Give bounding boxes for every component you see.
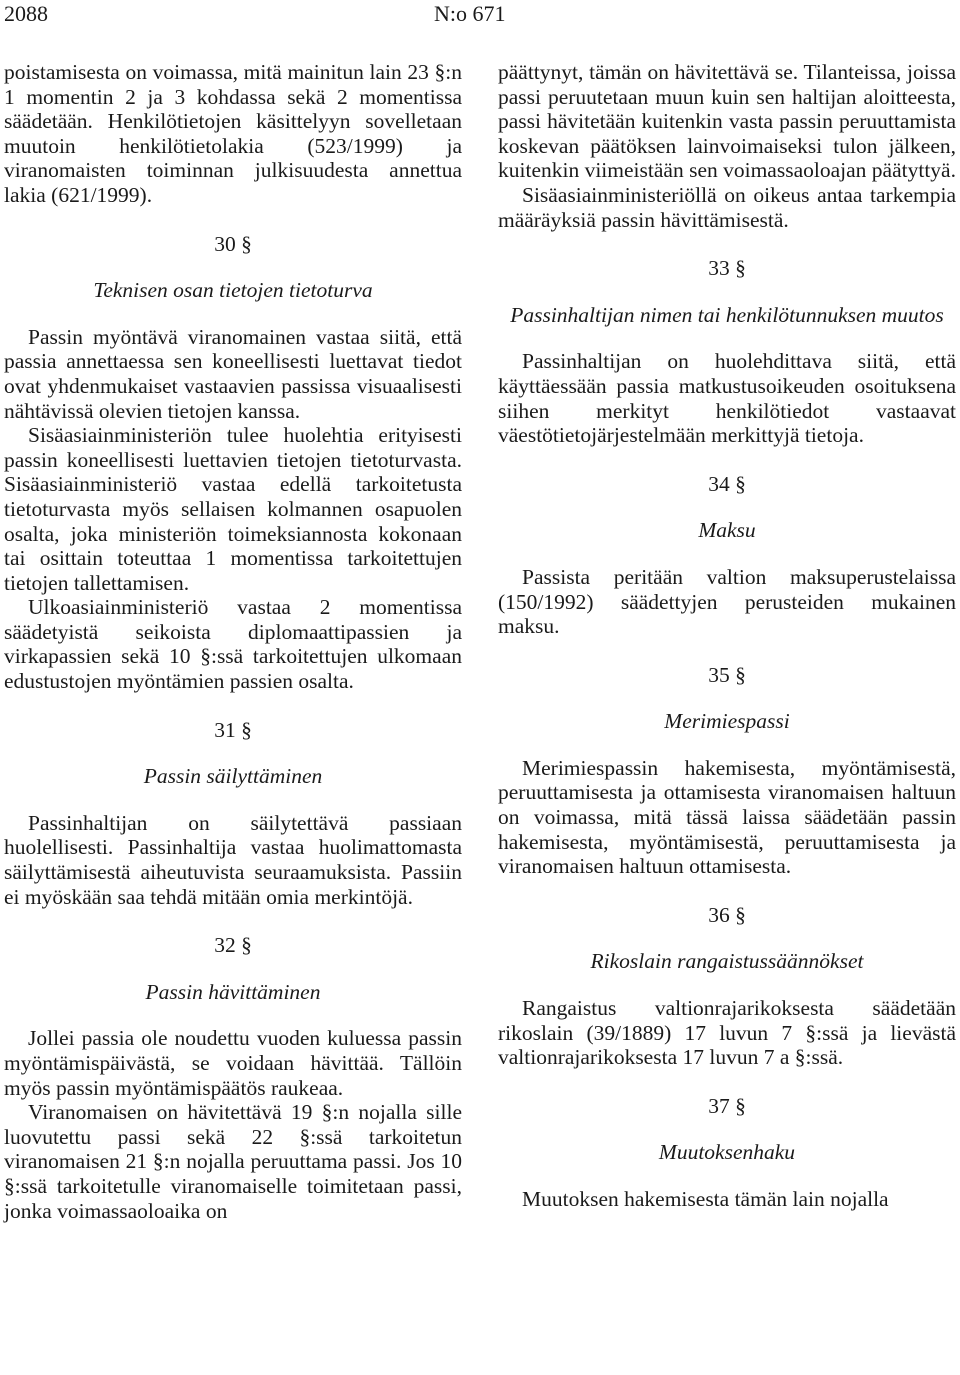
- section-35-number: 35 §: [708, 662, 746, 687]
- section-34-number: 34 §: [708, 471, 746, 496]
- section-36-title: Rikoslain rangaistussäännökset: [590, 949, 864, 974]
- section-31-title: Passin säilyttäminen: [143, 764, 323, 789]
- section-30-number: 30 §: [214, 231, 252, 256]
- continued-paragraph-2: Sisäasiainministeriöllä on oikeus antaa tarkempia määräyksiä passin hävittämisestä.: [498, 182, 956, 232]
- section-33-paragraph-1: Passinhaltijan on huolehdittava siitä, että käyttäessään passia matkustusoikeuden osoituksena siihen merkityt henkilötiedot vastaavat väestötietojärjestelmään merkittyjä tietoja.: [498, 349, 956, 448]
- right-column: [498, 60, 956, 1212]
- section-35-paragraph-1: Merimiespassin hakemisesta, myöntämisestä, peruuttamisesta ja ottamisesta viranomaisen haltuun on voimassa, mitä tässä laissa säädetään passin hakemisesta, myöntämisestä, peruuttamisesta ja viranomaisen haltuun ottamisesta.: [498, 755, 956, 879]
- issue-number: N:o 671: [434, 1, 506, 26]
- intro-paragraph: poistamisesta on voimassa, mitä mainitun lain 23 §:n 1 momentin 2 ja 3 kohdassa sekä 2 momentissa säädetään. Henkilötietojen käsittelyyn sovelletaan muutoin henkilötietolakia (523/1999) ja viranomaisten toiminnan julkisuudesta annettua lakia (621/1999).: [4, 60, 462, 207]
- section-30-paragraph-3: Ulkoasiainministeriö vastaa 2 momentissa säädetyistä seikoista diplomaattipassien ja virkapassien sekä 10 §:ssä tarkoitettujen ulkomaan edustustojen myöntämien passien osalta.: [4, 595, 462, 694]
- section-37-title: Muutoksenhaku: [658, 1140, 796, 1165]
- section-33-title: Passinhaltijan nimen tai henkilötunnuksen muutos: [510, 302, 944, 327]
- section-30-paragraph-1: Passin myöntävä viranomainen vastaa siitä, että passia annettaessa sen koneellisesti luettavat tiedot ovat yhdenmukaiset vastaavien passissa visuaalisesti nähtävissä olevien tietojen kanssa.: [4, 324, 462, 423]
- section-37-number: 37 §: [708, 1093, 746, 1118]
- continued-paragraph: päättynyt, tämän on hävitettävä se. Tilanteissa, joissa passi peruutetaan muun kuin sen haltijan aloitteesta, passi hävitetään kuitenkin vasta passin peruuttamista koskevan päätöksen lainvoimaiseksi tulon jälkeen, kuitenkin viimeistään sen voimassaoloajan päätyttyä.: [498, 60, 956, 183]
- page-number: 2088: [4, 1, 48, 26]
- section-31-number: 31 §: [214, 717, 252, 742]
- section-34-title: Maksu: [698, 518, 756, 543]
- section-36-paragraph-1: Rangaistus valtionrajarikoksesta säädetään rikoslain (39/1889) 17 luvun 7 §:ssä ja lievästä valtionrajarikoksesta 17 luvun 7 a §:ssä.: [498, 996, 956, 1070]
- section-32-paragraph-2: Viranomaisen on hävitettävä 19 §:n nojalla sille luovutettu passi sekä 22 §:ssä tarkoitetun viranomaisen 21 §:n nojalla peruuttama passi. Jos 10 §:ssä tarkoitetulle viranomaiselle toimitetaan passi, jonka voimassaoloaika on: [4, 1100, 462, 1223]
- page-header: [0, 0, 960, 30]
- section-32-title: Passin hävittäminen: [145, 979, 321, 1004]
- section-36-number: 36 §: [708, 902, 746, 927]
- section-30-title: Teknisen osan tietojen tietoturva: [93, 278, 373, 303]
- section-33-number: 33 §: [708, 256, 746, 281]
- section-35-title: Merimiespassi: [664, 709, 790, 734]
- section-31-paragraph-1: Passinhaltijan on säilytettävä passiaan huolellisesti. Passinhaltija vastaa huolimattomasta säilyttämisestä aiheutuvista seuraamuksista. Passiin ei myöskään saa tehdä mitään omia merkintöjä.: [4, 810, 462, 909]
- section-30-paragraph-2: Sisäasiainministeriön tulee huolehtia erityisesti passin koneellisesti luettavien tietojen tietoturvasta. Sisäasiainministeriö vastaa edellä tarkoitetusta tietoturvasta myös sellaisen kolmannen osapuolen osalta, joka ministeriön toimeksiannosta kokonaan tai osittain toteuttaa 1 momentissa tarkoitettujen tietojen tallettamisen.: [4, 423, 462, 595]
- section-32-paragraph-1: Jollei passia ole noudettu vuoden kuluessa passin myöntämispäivästä, se voidaan hävittää. Tällöin myös passin myöntämispäätös raukeaa.: [4, 1026, 462, 1100]
- section-34-paragraph-1: Passista peritään valtion maksuperustelaissa (150/1992) säädettyjen perusteiden mukainen maksu.: [498, 564, 956, 639]
- left-column: [4, 60, 462, 1223]
- section-32-number: 32 §: [214, 933, 252, 958]
- section-37-paragraph-1: Muutoksen hakemisesta tämän lain nojalla: [522, 1187, 889, 1211]
